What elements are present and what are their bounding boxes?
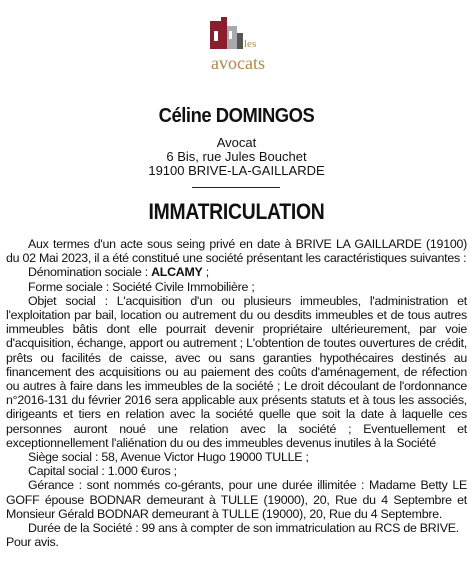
address-line-1: 6 Bis, rue Jules Bouchet [166,149,307,164]
gerance-paragraph: Gérance : sont nommés co-gérants, pour une durée illimitée : Madame Betty LE GOFF épouse BODNAR demeurant à TULLE (19000), 20, Rue du 4 Septembre et Monsieur Gérald BODNAR demeurant à TULLE (19000), 20, Rue du 4 Septembre. [6,478,467,521]
denomination-paragraph [6,265,467,279]
denomination-label: Dénomination sociale : [28,265,148,280]
les-avocats-logo [198,11,278,81]
capital-paragraph: Capital social : 1.000 €uros ; [28,464,177,479]
forme-paragraph: Forme sociale : Société Civile Immobilière ; [28,279,255,294]
svg-text:avocats: avocats [211,53,265,73]
siege-paragraph: Siège social : 58, Avenue Victor Hugo 19000 TULLE ; [28,450,309,465]
objet-paragraph: Objet social : L'acquisition d'un ou plusieurs immeubles, l'administration et l'exploitation par bail, location ou autrement du ou desdits immeubles et de tous autres immeubles bâtis dont elle pourrait devenir propriétaire ultérieurement, par voie d'acquisition, échange, apport ou autrement ; L'obtention de toutes ouvertures de crédit, prêts ou facilités de caisse, avec ou sans garanties hypothécaires destinés au financement des acquisitions ou au paiement des coûts d'aménagement, de réfection ou autres à faire dans les immeubles de la société ; Le droit découlant de l'ordonnance n°2016-131 du février 2016 sera applicable aux présents statuts et à tous les associés, dirigeants et tiers en relation avec la société quelle que soit la date à laquelle ces personnes auront noué une relation avec la société ; Eventuellement et exceptionnellement l'aliénation du ou des immeubles devenus inutiles à la Société [6,293,467,450]
logo-graphic-icon [198,11,278,81]
svg-text:les: les [244,38,257,50]
denomination-value: ALCAMY [151,265,203,280]
lawyer-address [0,136,473,178]
pour-avis: Pour avis. [6,535,59,550]
denomination-suffix: ; [202,265,209,280]
intro-paragraph: Aux termes d'un acte sous seing privé en date à BRIVE LA GAILLARDE (19100) du 02 Mai 2023, il a été constitué une société présentant les caractéristiques suivantes : [6,237,467,266]
address-line-2: 19100 BRIVE-LA-GAILLARDE [148,163,325,178]
notice-body [6,237,467,549]
duree-paragraph: Durée de la Société : 99 ans à compter de son immatriculation au RCS de BRIVE. [28,521,459,536]
lawyer-name: Céline DOMINGOS [158,105,315,127]
divider [192,187,280,188]
notice-title: IMMATRICULATION [148,199,325,224]
lawyer-role: Avocat [216,135,257,150]
